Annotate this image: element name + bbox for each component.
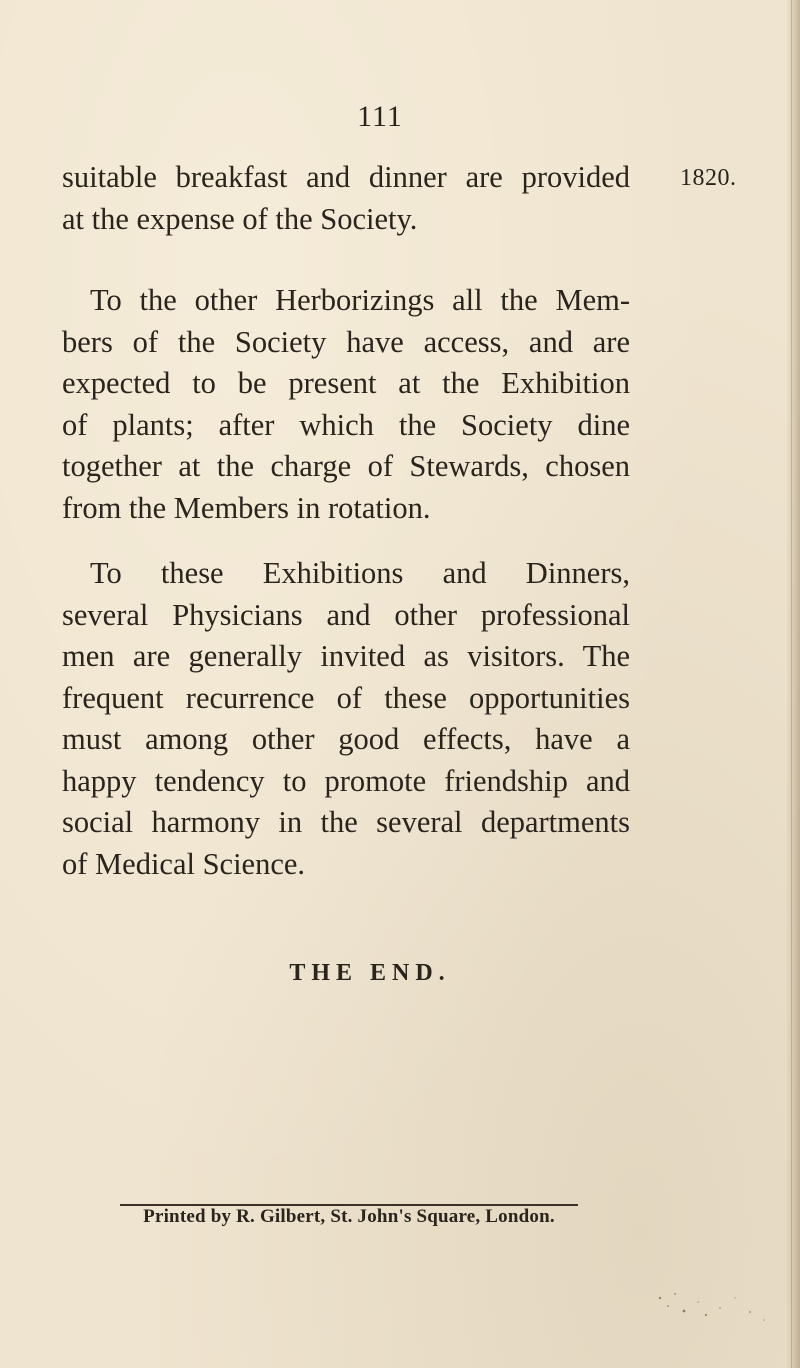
paragraph-3-line-4: frequent recurrence of these opportunities: [62, 680, 630, 715]
paragraph-2-line-5: together at the charge of Stewards, chosen: [62, 449, 630, 483]
page-edge-line: [791, 0, 792, 1368]
paragraph-2-line-2: bers of the Society have access, and are: [62, 324, 630, 359]
paragraph-3-line-6: happy tendency to promote friendship and: [62, 763, 630, 798]
paragraph-1-line-1: suitable breakfast and dinner are provided: [62, 160, 630, 194]
paragraph-3-line-2: several Physicians and other professional: [62, 597, 630, 632]
paragraph-2-line-6: from the Members in rotation.: [62, 490, 431, 525]
paragraph-3-line-3: men are generally invited as visitors. The: [62, 639, 630, 673]
paragraph-2-line-4: of plants; after which the Society dine: [62, 407, 630, 442]
paragraph-2-line-1: To the other Herborizings all the Mem-: [90, 283, 630, 317]
paragraph-1-line-2: at the expense of the Society.: [62, 201, 418, 236]
paragraph-2-line-3: expected to be present at the Exhibition: [62, 366, 630, 400]
printer-imprint: Printed by R. Gilbert, St. John's Square, London.: [143, 1206, 555, 1227]
paragraph-3-line-8: of Medical Science.: [62, 846, 306, 881]
the-end-heading: THE END.: [289, 960, 451, 986]
paragraph-1: [62, 157, 630, 240]
paragraph-2: [62, 280, 630, 529]
paper-foxing-specks: [640, 1280, 790, 1340]
paragraph-3-line-7: social harmony in the several departments: [62, 805, 630, 839]
page-edge-shadow: [786, 0, 800, 1368]
paragraph-3-line-1: To these Exhibitions and Dinners,: [90, 556, 630, 590]
paragraph-3: [62, 553, 630, 885]
page-number: 111: [357, 100, 403, 133]
paragraph-3-line-5: must among other good effects, have a: [62, 722, 630, 756]
margin-year-note: 1820.: [680, 165, 737, 191]
